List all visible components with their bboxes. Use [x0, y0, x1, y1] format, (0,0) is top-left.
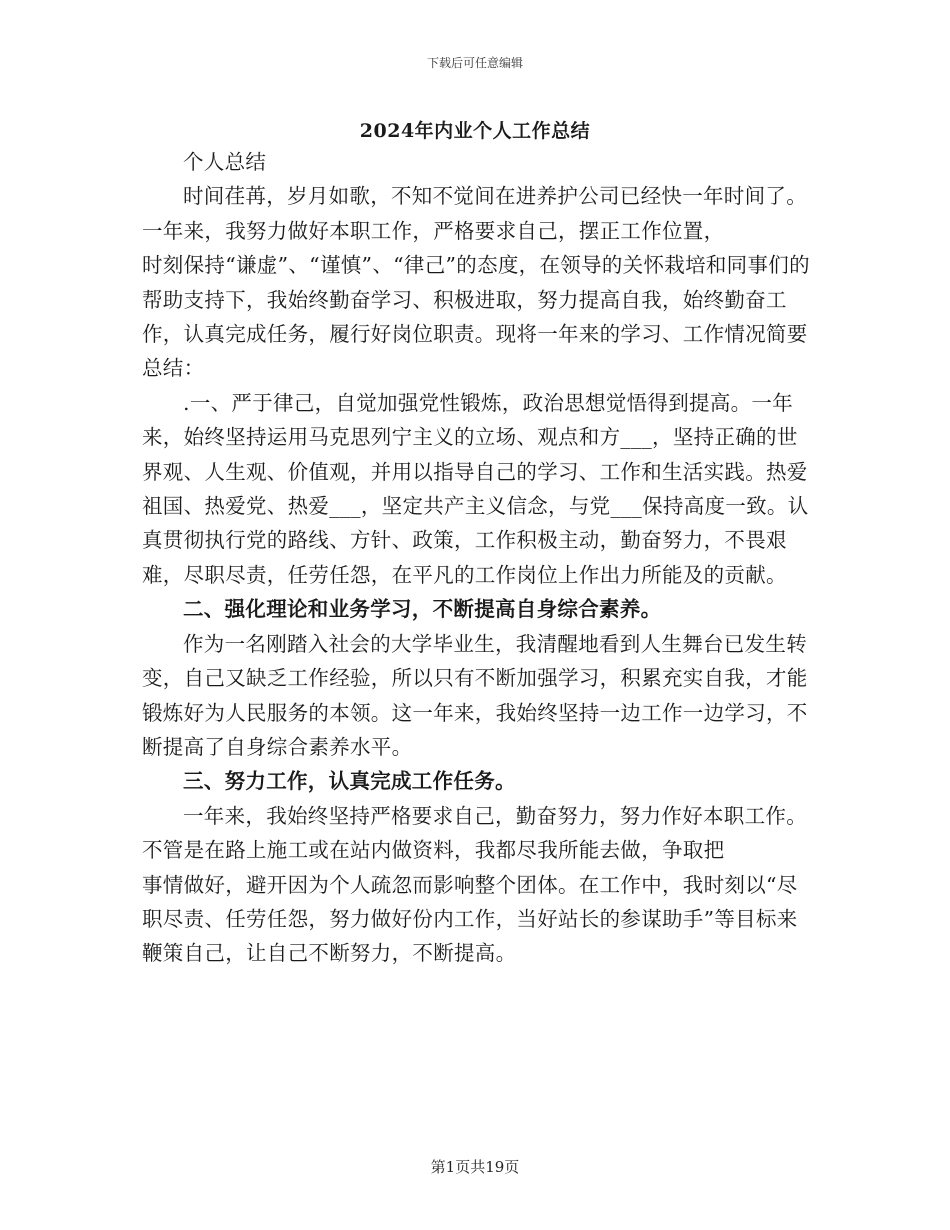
paragraph-section-one: .一、严于律己，自觉加强党性锻炼，政治思想觉悟得到提高。一年来，始终坚持运用马克思列宁主义的立场、观点和方___，坚持正确的世界观、人生观、价值观，并用以指导自己的学习、工作和生活实践。热爱祖国、热爱党、热爱___，坚定共产主义信念，与党___保持高度一致。认真贯彻执行党的路线、方针、政策，工作积极主动，勤奋努力，不畏艰难，尽职尽责，任劳任怨，在平凡的工作岗位上作出力所能及的贡献。 — [142, 390, 809, 587]
document-title: 2024年内业个人工作总结 — [359, 120, 591, 142]
document-body — [142, 145, 810, 971]
paragraph-section-three-continued: 事情做好，避开因为个人疏忽而影响整个团体。在工作中，我时刻以“尽职尽责、任劳任怨，努力做好份内工作，当好站长的参谋助手”等目标来鞭策自己，让自己不断努力，不断提高。 — [142, 872, 798, 966]
heading-section-three: 三、努力工作，认真完成工作任务。 — [183, 769, 516, 794]
paragraph-section-two: 作为一名刚踏入社会的大学毕业生，我清醒地看到人生舞台已发生转变，自己又缺乏工作经验，所以只有不断加强学习，积累充实自我，才能锻炼好为人民服务的本领。这一年来，我始终坚持一边工作一边学习，不断提高了自身综合素养水平。 — [142, 631, 808, 759]
page-number: 第1页共19页 — [430, 1158, 520, 1176]
paragraph-section-three: 一年来，我始终坚持严格要求自己，勤奋努力，努力作好本职工作。不管是在路上施工或在站内做资料，我都尽我所能去做，争取把 — [142, 803, 807, 863]
heading-section-two: 二、强化理论和业务学习，不断提高自身综合素养。 — [183, 597, 662, 622]
paragraph-subtitle: 个人总结 — [183, 150, 267, 174]
header-note: 下载后可任意编辑 — [426, 56, 523, 70]
paragraph-intro: 时间荏苒，岁月如歌，不知不觉间在进养护公司已经快一年时间了。一年来，我努力做好本职工作，严格要求自己，摆正工作位置， — [142, 184, 807, 243]
paragraph-intro-continued: 时刻保持“谦虚”、“谨慎”、“律己”的态度，在领导的关怀栽培和同事们的帮助支持下，我始终勤奋学习、积极进取，努力提高自我，始终勤奋工作，认真完成任务，履行好岗位职责。现将一年来的学习、工作情况简要总结： — [142, 253, 810, 381]
